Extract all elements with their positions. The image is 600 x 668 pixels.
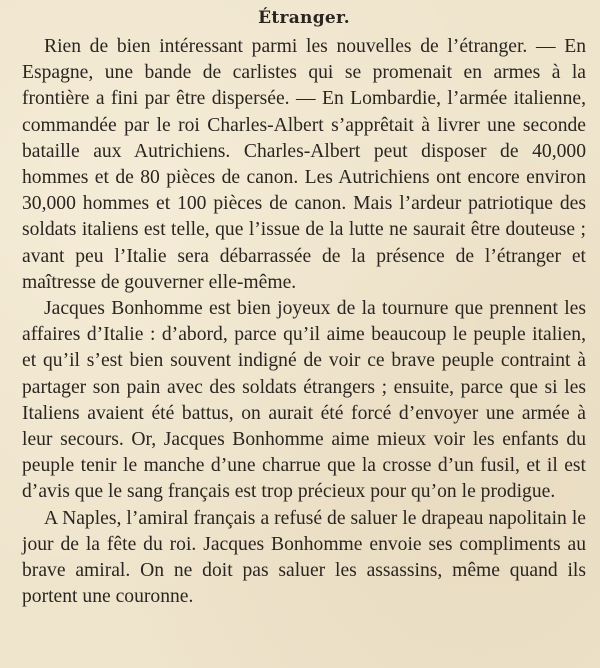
paragraph-naples: A Naples, l’amiral français a refusé de saluer le drapeau napolitain le jour de la fête du roi. Jacques Bonhomme envoie ses compliments au brave amiral. On ne doit pas saluer les assassins, même quand ils portent une couronne. xyxy=(22,507,586,608)
paragraph-italy-affairs: Jacques Bonhomme est bien joyeux de la tournure que prennent les affaires d’Italie : d’abord, parce qu’il aime beaucoup le peuple italien, et qu’il s’est bien souvent indigné de voir ce brave peuple contraint à partager son pain avec des soldats étrangers ; ensuite, parce que si les Italiens avaient été battus, on aurait été forcé d’envoyer une armée à leur secours. Or, Jacques Bonhomme aime mieux voir les enfants du peuple tenir le manche d’une charrue que la crosse d’un fusil, et il est d’avis que le sang français est trop précieux pour qu’on le prodigue. xyxy=(22,298,586,503)
section-title: Étranger. xyxy=(258,8,350,28)
article-body xyxy=(22,34,586,610)
paragraph-foreign-news: Rien de bien intéressant parmi les nouvelles de l’étranger. — En Espagne, une bande de carlistes qui se promenait en armes à la frontière a fini par être dispersée. — En Lombardie, l’armée italienne, commandée par le roi Charles-Albert s’apprêtait à livrer une seconde bataille aux Autrichiens. Charles-Albert peut disposer de 40,000 hommes et de 80 pièces de canon. Les Autrichiens ont encore environ 30,000 hommes et 100 pièces de canon. Mais l’ardeur patriotique des soldats italiens est telle, que l’issue de la lutte ne saurait être douteuse ; avant peu l’Italie sera débarrassée de la présence de l’étranger et maîtresse de gouverner elle-même. xyxy=(22,36,586,293)
